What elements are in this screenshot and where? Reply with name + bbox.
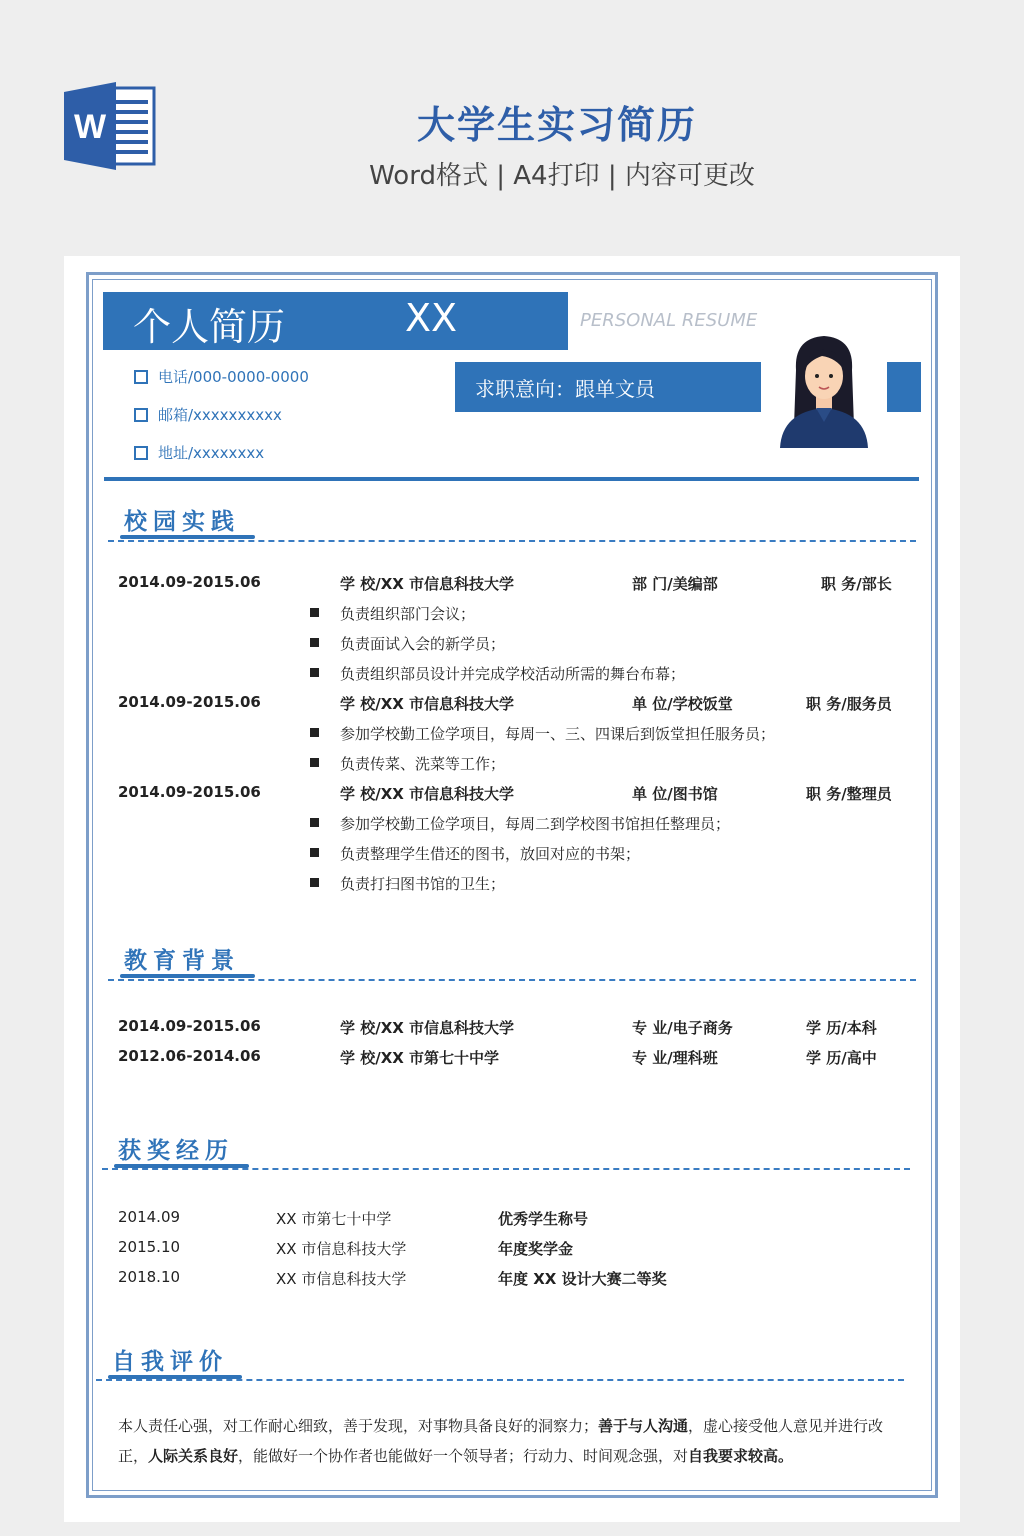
bullet-icon (310, 728, 319, 737)
section-divider (108, 540, 916, 542)
campus-unit: 单 位/学校饭堂 (632, 695, 733, 713)
campus-bullet: 负责面试入会的新学员； (340, 635, 506, 653)
checkbox-icon (134, 446, 148, 460)
phone-text: 电话/000-0000-0000 (158, 368, 309, 386)
campus-unit: 部 门/美编部 (632, 575, 718, 593)
section-title-campus: 校园实践 (124, 509, 240, 535)
header-divider (104, 477, 919, 481)
accent-block (887, 362, 921, 412)
bullet-icon (310, 848, 319, 857)
edu-school: 学 校/XX 市第七十中学 (340, 1049, 500, 1067)
bullet-icon (310, 818, 319, 827)
award-name: 优秀学生称号 (498, 1210, 589, 1228)
campus-bullet: 参加学校勤工俭学项目，每周二到学校图书馆担任整理员； (340, 815, 731, 833)
edu-school: 学 校/XX 市信息科技大学 (340, 1019, 515, 1037)
section-title-self-eval: 自我评价 (112, 1349, 228, 1375)
campus-bullet: 负责打扫图书馆的卫生； (340, 875, 506, 893)
campus-school: 学 校/XX 市信息科技大学 (340, 695, 515, 713)
section-title-awards: 获奖经历 (118, 1138, 234, 1164)
campus-school: 学 校/XX 市信息科技大学 (340, 785, 515, 803)
award-date: 2014.09 (118, 1208, 181, 1226)
section-underline (120, 535, 255, 539)
award-date: 2015.10 (118, 1238, 181, 1256)
self-eval-text: 本人责任心强，对工作耐心细致，善于发现，对事物具备良好的洞察力；善于与人沟通，虚心接受他人意见并进行改正，人际关系良好，能做好一个协作者也能做好一个领导者；行动力、时间观念强，对自我要求较高。 (118, 1417, 884, 1465)
section-divider (102, 1168, 910, 1170)
campus-bullet: 负责传菜、洗菜等工作； (340, 755, 506, 773)
page-title: 大学生实习简历 (416, 103, 697, 147)
section-divider (96, 1379, 904, 1381)
candidate-name: XX (405, 296, 458, 340)
award-name: 年度奖学金 (498, 1240, 574, 1258)
page-subtitle: Word格式 | A4打印 | 内容可更改 (369, 161, 755, 191)
campus-role: 职 务/部长 (821, 575, 892, 593)
email-text: 邮箱/xxxxxxxxxx (158, 406, 282, 424)
contact-email (134, 404, 282, 425)
campus-bullet: 负责组织部员设计并完成学校活动所需的舞台布幕； (340, 665, 686, 683)
award-date: 2018.10 (118, 1268, 181, 1286)
contact-phone (134, 366, 309, 387)
campus-role: 职 务/服务员 (806, 695, 892, 713)
bullet-icon (310, 638, 319, 647)
edu-degree: 学 历/本科 (806, 1019, 877, 1037)
avatar-icon (776, 330, 872, 448)
campus-date: 2014.09-2015.06 (118, 693, 261, 711)
campus-unit: 单 位/图书馆 (632, 785, 718, 803)
section-title-education: 教育背景 (124, 948, 240, 974)
campus-date: 2014.09-2015.06 (118, 573, 261, 591)
checkbox-icon (134, 370, 148, 384)
resume-label: 个人简历 (133, 305, 286, 349)
bullet-icon (310, 608, 319, 617)
edu-date: 2014.09-2015.06 (118, 1017, 261, 1035)
job-intent: 求职意向：跟单文员 (455, 362, 761, 412)
campus-school: 学 校/XX 市信息科技大学 (340, 575, 515, 593)
address-text: 地址/xxxxxxxx (158, 444, 265, 462)
bullet-icon (310, 758, 319, 767)
english-title: PERSONAL RESUME (580, 310, 758, 331)
edu-major: 专 业/理科班 (632, 1049, 718, 1067)
bullet-icon (310, 878, 319, 887)
award-name: 年度 XX 设计大赛二等奖 (498, 1270, 667, 1288)
edu-date: 2012.06-2014.06 (118, 1047, 261, 1065)
award-org: XX 市第七十中学 (276, 1210, 392, 1228)
campus-bullet: 负责整理学生借还的图书，放回对应的书架； (340, 845, 641, 863)
award-org: XX 市信息科技大学 (276, 1240, 407, 1258)
campus-date: 2014.09-2015.06 (118, 783, 261, 801)
section-underline (120, 974, 255, 978)
bullet-icon (310, 668, 319, 677)
section-divider (108, 979, 916, 981)
award-org: XX 市信息科技大学 (276, 1270, 407, 1288)
campus-bullet: 参加学校勤工俭学项目，每周一、三、四课后到饭堂担任服务员； (340, 725, 776, 743)
contact-address (134, 442, 264, 463)
campus-bullet: 负责组织部门会议； (340, 605, 476, 623)
svg-text:W: W (73, 108, 107, 146)
campus-role: 职 务/整理员 (806, 785, 892, 803)
name-banner (103, 292, 568, 350)
edu-degree: 学 历/高中 (806, 1049, 877, 1067)
checkbox-icon (134, 408, 148, 422)
edu-major: 专 业/电子商务 (632, 1019, 733, 1037)
